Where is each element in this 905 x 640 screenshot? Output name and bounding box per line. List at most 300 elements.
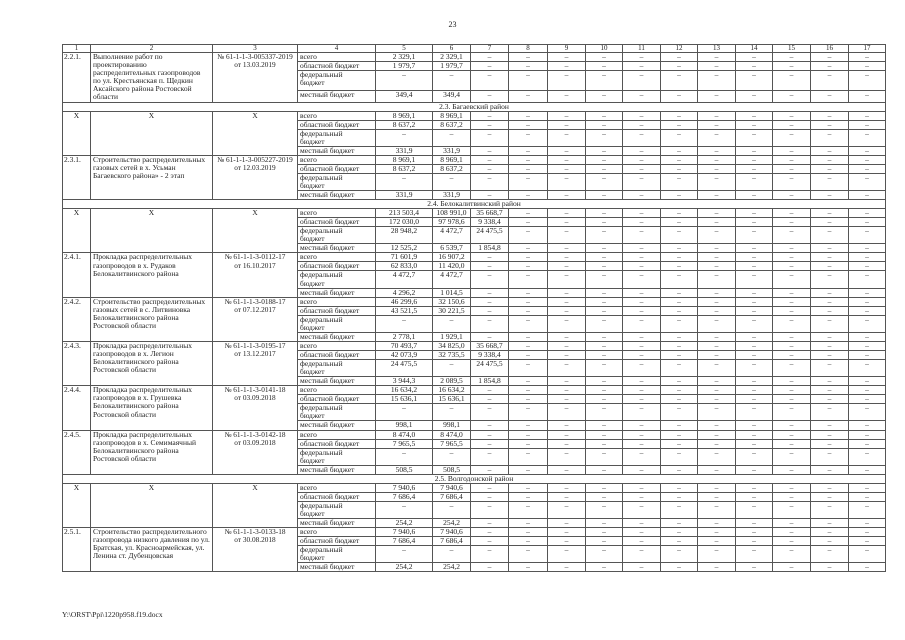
funding-source-label [298,386,376,395]
amount-cell: 42 073,9 [376,351,433,360]
amount-cell: – [698,528,736,537]
amount-cell: – [811,253,849,262]
amount-cell: – [471,307,509,316]
amount-cell: – [849,298,886,307]
funding-source-label [298,466,376,475]
funding-source-label [298,502,376,519]
funding-source-text: федеральный бюджет [300,404,343,421]
amount-cell: – [849,386,886,395]
amount-cell: – [773,351,811,360]
amount-cell: 32 735,5 [433,351,471,360]
amount-cell: – [736,484,773,493]
amount-cell: – [698,156,736,165]
amount-cell: 254,2 [433,563,471,572]
item-number: 2.3.1. [63,156,91,200]
document-line: от 07.12.2017 [234,304,276,314]
object-block [63,253,886,297]
amount-cell: – [849,289,886,298]
amount-cell: – [509,147,548,156]
amount-cell: – [548,147,586,156]
funding-source-text: всего [300,528,317,537]
amount-cell: – [548,360,586,377]
amount-cell: – [849,53,886,62]
amount-cell: 331,9 [433,147,471,156]
amount-cell: – [509,342,548,351]
district-section-header: 2.3. Багаевский район [63,103,886,112]
amount-cell: – [849,528,886,537]
amount-cell: – [548,421,586,430]
amount-cell: 97 978,6 [433,218,471,227]
amount-cell: – [849,502,886,519]
amount-cell: – [849,174,886,191]
object-block [63,53,886,103]
project-document-reference [213,112,298,156]
amount-cell: – [736,404,773,421]
amount-cell: – [509,421,548,430]
funding-source-text: всего [300,386,317,395]
amount-cell: – [548,546,586,563]
document-line: X [252,483,258,492]
amount-cell: – [661,298,698,307]
amount-cell: – [811,351,849,360]
funding-source-label [298,342,376,351]
amount-cell: 7 940,6 [433,528,471,537]
amount-cell: – [586,165,623,174]
amount-cell: – [509,271,548,288]
object-name: Прокладка распределительных газопроводов в х. Рудаков Белокалитвинского района [91,253,213,297]
amount-cell: – [736,386,773,395]
amount-cell: – [811,395,849,404]
amount-cell: 8 474,0 [433,431,471,440]
item-number: 2.2.1. [63,53,91,103]
document-line: от 13.03.2019 [234,60,276,70]
item-number: 2.5.1. [63,528,91,572]
amount-cell: – [773,191,811,200]
amount-cell: – [773,395,811,404]
funding-source-label [298,227,376,244]
amount-cell: – [773,112,811,121]
amount-cell: – [698,112,736,121]
amount-cell: – [811,563,849,572]
amount-cell: – [509,307,548,316]
funding-source-text: всего [300,253,317,262]
amount-cell: – [698,209,736,218]
amount-cell: – [548,130,586,147]
amount-cell: – [811,484,849,493]
amount-cell: – [623,227,661,244]
amount-cell: – [586,377,623,386]
amount-cell: – [548,449,586,466]
amount-cell: – [586,71,623,91]
amount-cell: – [586,253,623,262]
amount-cell: 331,9 [433,191,471,200]
amount-cell: – [548,493,586,502]
amount-cell: – [661,121,698,130]
amount-cell: – [698,262,736,271]
amount-cell: – [623,253,661,262]
amount-cell: – [773,431,811,440]
funding-source-label [298,112,376,121]
amount-cell: – [471,71,509,91]
amount-cell: – [548,377,586,386]
amount-cell: – [623,91,661,103]
amount-cell: – [623,466,661,475]
amount-cell: – [471,466,509,475]
funding-source-label [298,165,376,174]
amount-cell: – [661,528,698,537]
funding-source-label [298,121,376,130]
amount-cell: – [548,298,586,307]
amount-cell: 2 778,1 [376,333,433,342]
amount-cell: – [586,53,623,62]
amount-cell: – [773,209,811,218]
amount-cell: – [773,493,811,502]
amount-cell: – [509,484,548,493]
amount-cell: – [623,351,661,360]
document-line: № 61-1-1-3-0195-17 [224,341,286,350]
amount-cell: – [736,333,773,342]
amount-cell: 8 969,1 [376,156,433,165]
funding-source-label [298,440,376,449]
amount-cell: – [661,53,698,62]
amount-cell: – [586,431,623,440]
district-total-block [63,484,886,528]
amount-cell: – [471,156,509,165]
amount-cell: – [471,537,509,546]
amount-cell: – [661,130,698,147]
amount-cell: – [736,262,773,271]
funding-source-label [298,395,376,404]
item-number: 2.4.2. [63,298,91,342]
amount-cell: – [623,53,661,62]
amount-cell: – [773,262,811,271]
amount-cell: – [548,174,586,191]
amount-cell: – [773,253,811,262]
document-line: № 61-1-1-3-005337-2019 [217,53,293,61]
amount-cell: – [736,53,773,62]
column-number-header: 11 [623,45,661,53]
amount-cell: – [623,421,661,430]
amount-cell: – [811,112,849,121]
amount-cell: – [698,271,736,288]
amount-cell: – [661,156,698,165]
funding-source-text: областной бюджет [300,164,360,173]
amount-cell: – [623,546,661,563]
funding-source-text: местный бюджет [300,465,355,474]
amount-cell: – [586,174,623,191]
amount-cell: – [698,377,736,386]
column-number-header: 5 [376,45,433,53]
amount-cell: – [849,440,886,449]
amount-cell: – [623,147,661,156]
amount-cell: 16 634,2 [433,386,471,395]
amount-cell: – [736,112,773,121]
amount-cell: – [661,351,698,360]
amount-cell: – [698,449,736,466]
amount-cell: – [736,519,773,528]
funding-source-text: местный бюджет [300,377,355,386]
funding-source-text: федеральный бюджет [300,501,343,518]
document-line: от 12.03.2019 [234,162,276,172]
amount-cell: 30 221,5 [433,307,471,316]
amount-cell: – [811,431,849,440]
amount-cell: – [509,91,548,103]
amount-cell: – [736,289,773,298]
amount-cell: – [773,62,811,71]
amount-cell: – [773,537,811,546]
amount-cell: – [698,563,736,572]
amount-cell: – [509,191,548,200]
amount-cell: – [849,191,886,200]
amount-cell: – [509,218,548,227]
amount-cell: – [698,502,736,519]
amount-cell: – [736,395,773,404]
amount-cell: – [586,333,623,342]
object-block [63,156,886,200]
amount-cell: – [548,440,586,449]
amount-cell: 12 525,2 [376,244,433,253]
amount-cell: – [698,546,736,563]
amount-cell: – [773,244,811,253]
object-name: Строительство распределительных газовых сетей в с. Литвиновка Белокалитвинского района Ростовской области [91,298,213,342]
amount-cell: – [471,165,509,174]
amount-cell: – [773,218,811,227]
amount-cell: – [548,466,586,475]
amount-cell: – [773,174,811,191]
amount-cell: – [698,289,736,298]
district-total-block [63,112,886,156]
amount-cell: – [849,316,886,333]
amount-cell: 998,1 [433,421,471,430]
amount-cell: – [849,227,886,244]
amount-cell: – [623,519,661,528]
amount-cell: – [736,431,773,440]
funding-source-label [298,289,376,298]
amount-cell: – [773,307,811,316]
amount-cell: – [811,209,849,218]
amount-cell: – [661,165,698,174]
budget-table [62,44,886,572]
funding-source-label [298,62,376,71]
amount-cell: – [548,271,586,288]
amount-cell: – [509,174,548,191]
funding-source-text: федеральный бюджет [300,129,343,146]
amount-cell: – [698,253,736,262]
amount-cell: – [736,466,773,475]
amount-cell: – [509,156,548,165]
amount-cell: – [736,147,773,156]
amount-cell: – [661,307,698,316]
amount-cell: 1 854,8 [471,244,509,253]
funding-source-label [298,209,376,218]
amount-cell: 213 503,4 [376,209,433,218]
funding-source-text: областной бюджет [300,62,360,70]
amount-cell: – [661,316,698,333]
amount-cell: – [623,377,661,386]
amount-cell: – [586,351,623,360]
amount-cell: – [811,244,849,253]
column-number-header: 4 [298,45,376,53]
amount-cell: – [586,307,623,316]
amount-cell: – [698,537,736,546]
amount-cell: 15 636,1 [376,395,433,404]
object-name: Выполнение работ по проектированию распределительных газопроводов по ул. Крестьянская п. Щедкин Аксайского района Ростовской области [91,53,213,103]
amount-cell: – [811,466,849,475]
amount-cell: 7 940,6 [376,484,433,493]
amount-cell: – [736,62,773,71]
funding-source-text: областной бюджет [300,306,360,315]
amount-cell: – [376,130,433,147]
amount-cell: 7 686,4 [433,493,471,502]
amount-cell: – [698,386,736,395]
amount-cell: – [661,342,698,351]
amount-cell: – [773,502,811,519]
amount-cell: – [586,147,623,156]
amount-cell: 331,9 [376,191,433,200]
funding-source-text: всего [300,209,317,218]
amount-cell: – [849,342,886,351]
amount-cell: 15 636,1 [433,395,471,404]
amount-cell: – [811,298,849,307]
amount-cell: – [623,130,661,147]
amount-cell: 32 150,6 [433,298,471,307]
amount-cell: – [376,404,433,421]
column-number-header: 2 [91,45,213,53]
amount-cell: 7 965,5 [376,440,433,449]
column-number-header: 6 [433,45,471,53]
object-name: X [91,209,213,253]
amount-cell: – [586,130,623,147]
amount-cell: – [623,174,661,191]
amount-cell: – [773,440,811,449]
amount-cell: 24 475,5 [471,227,509,244]
amount-cell: – [849,484,886,493]
amount-cell: 28 948,2 [376,227,433,244]
amount-cell: – [548,537,586,546]
amount-cell: 8 637,2 [376,121,433,130]
amount-cell: – [661,546,698,563]
project-document-reference [213,386,298,430]
amount-cell: – [849,71,886,91]
amount-cell: – [509,404,548,421]
funding-source-text: федеральный бюджет [300,359,343,377]
amount-cell: – [661,209,698,218]
funding-source-text: областной бюджет [300,218,360,227]
amount-cell: – [811,121,849,130]
funding-source-label [298,404,376,421]
amount-cell: – [849,493,886,502]
amount-cell: – [623,262,661,271]
amount-cell: – [623,333,661,342]
amount-cell: – [811,174,849,191]
funding-source-text: федеральный бюджет [300,546,343,563]
amount-cell: – [623,112,661,121]
amount-cell: – [736,307,773,316]
amount-cell: – [661,333,698,342]
amount-cell: – [433,404,471,421]
amount-cell: – [471,386,509,395]
funding-source-label [298,351,376,360]
amount-cell: – [586,112,623,121]
amount-cell: – [471,147,509,156]
amount-cell: – [698,174,736,191]
amount-cell: – [736,449,773,466]
amount-cell: 3 944,3 [376,377,433,386]
amount-cell: – [811,421,849,430]
amount-cell: – [661,244,698,253]
amount-cell: 71 601,9 [376,253,433,262]
amount-cell: – [548,395,586,404]
amount-cell: – [698,440,736,449]
amount-cell: – [811,130,849,147]
column-number-header: 13 [698,45,736,53]
amount-cell: – [509,493,548,502]
amount-cell: – [736,209,773,218]
amount-cell: – [811,316,849,333]
amount-cell: – [736,351,773,360]
amount-cell: – [736,253,773,262]
amount-cell: 34 825,0 [433,342,471,351]
item-number: X [63,112,91,156]
amount-cell: – [661,421,698,430]
amount-cell: – [698,191,736,200]
amount-cell: 349,4 [376,91,433,103]
amount-cell: – [376,546,433,563]
amount-cell: 254,2 [376,519,433,528]
document-line: от 30.08.2018 [234,535,276,545]
amount-cell: – [773,563,811,572]
amount-cell: – [773,377,811,386]
amount-cell: 16 634,2 [376,386,433,395]
amount-cell: – [811,440,849,449]
amount-cell: – [623,209,661,218]
amount-cell: – [661,71,698,91]
amount-cell: – [586,121,623,130]
funding-source-text: местный бюджет [300,146,355,155]
funding-source-text: федеральный бюджет [300,71,343,88]
amount-cell: – [509,71,548,91]
funding-source-label [298,528,376,537]
amount-cell: – [736,218,773,227]
amount-cell: 43 521,5 [376,307,433,316]
funding-source-label [298,307,376,316]
amount-cell: – [811,62,849,71]
amount-cell: – [376,71,433,91]
amount-cell: 9 338,4 [471,218,509,227]
amount-cell: – [471,130,509,147]
project-document-reference [213,431,298,475]
amount-cell: – [773,466,811,475]
amount-cell: 8 969,1 [433,156,471,165]
object-block [63,342,886,386]
amount-cell: – [548,386,586,395]
funding-source-text: всего [300,341,317,350]
amount-cell: – [548,62,586,71]
funding-source-label [298,191,376,200]
amount-cell: – [773,130,811,147]
amount-cell: – [433,502,471,519]
object-block [63,431,886,475]
amount-cell: 4 472,7 [376,271,433,288]
amount-cell: – [471,262,509,271]
amount-cell: – [509,360,548,377]
amount-cell: – [698,431,736,440]
funding-source-label [298,298,376,307]
amount-cell: – [509,563,548,572]
document-line: от 16.10.2017 [234,260,276,270]
amount-cell: – [548,307,586,316]
funding-source-label [298,262,376,271]
